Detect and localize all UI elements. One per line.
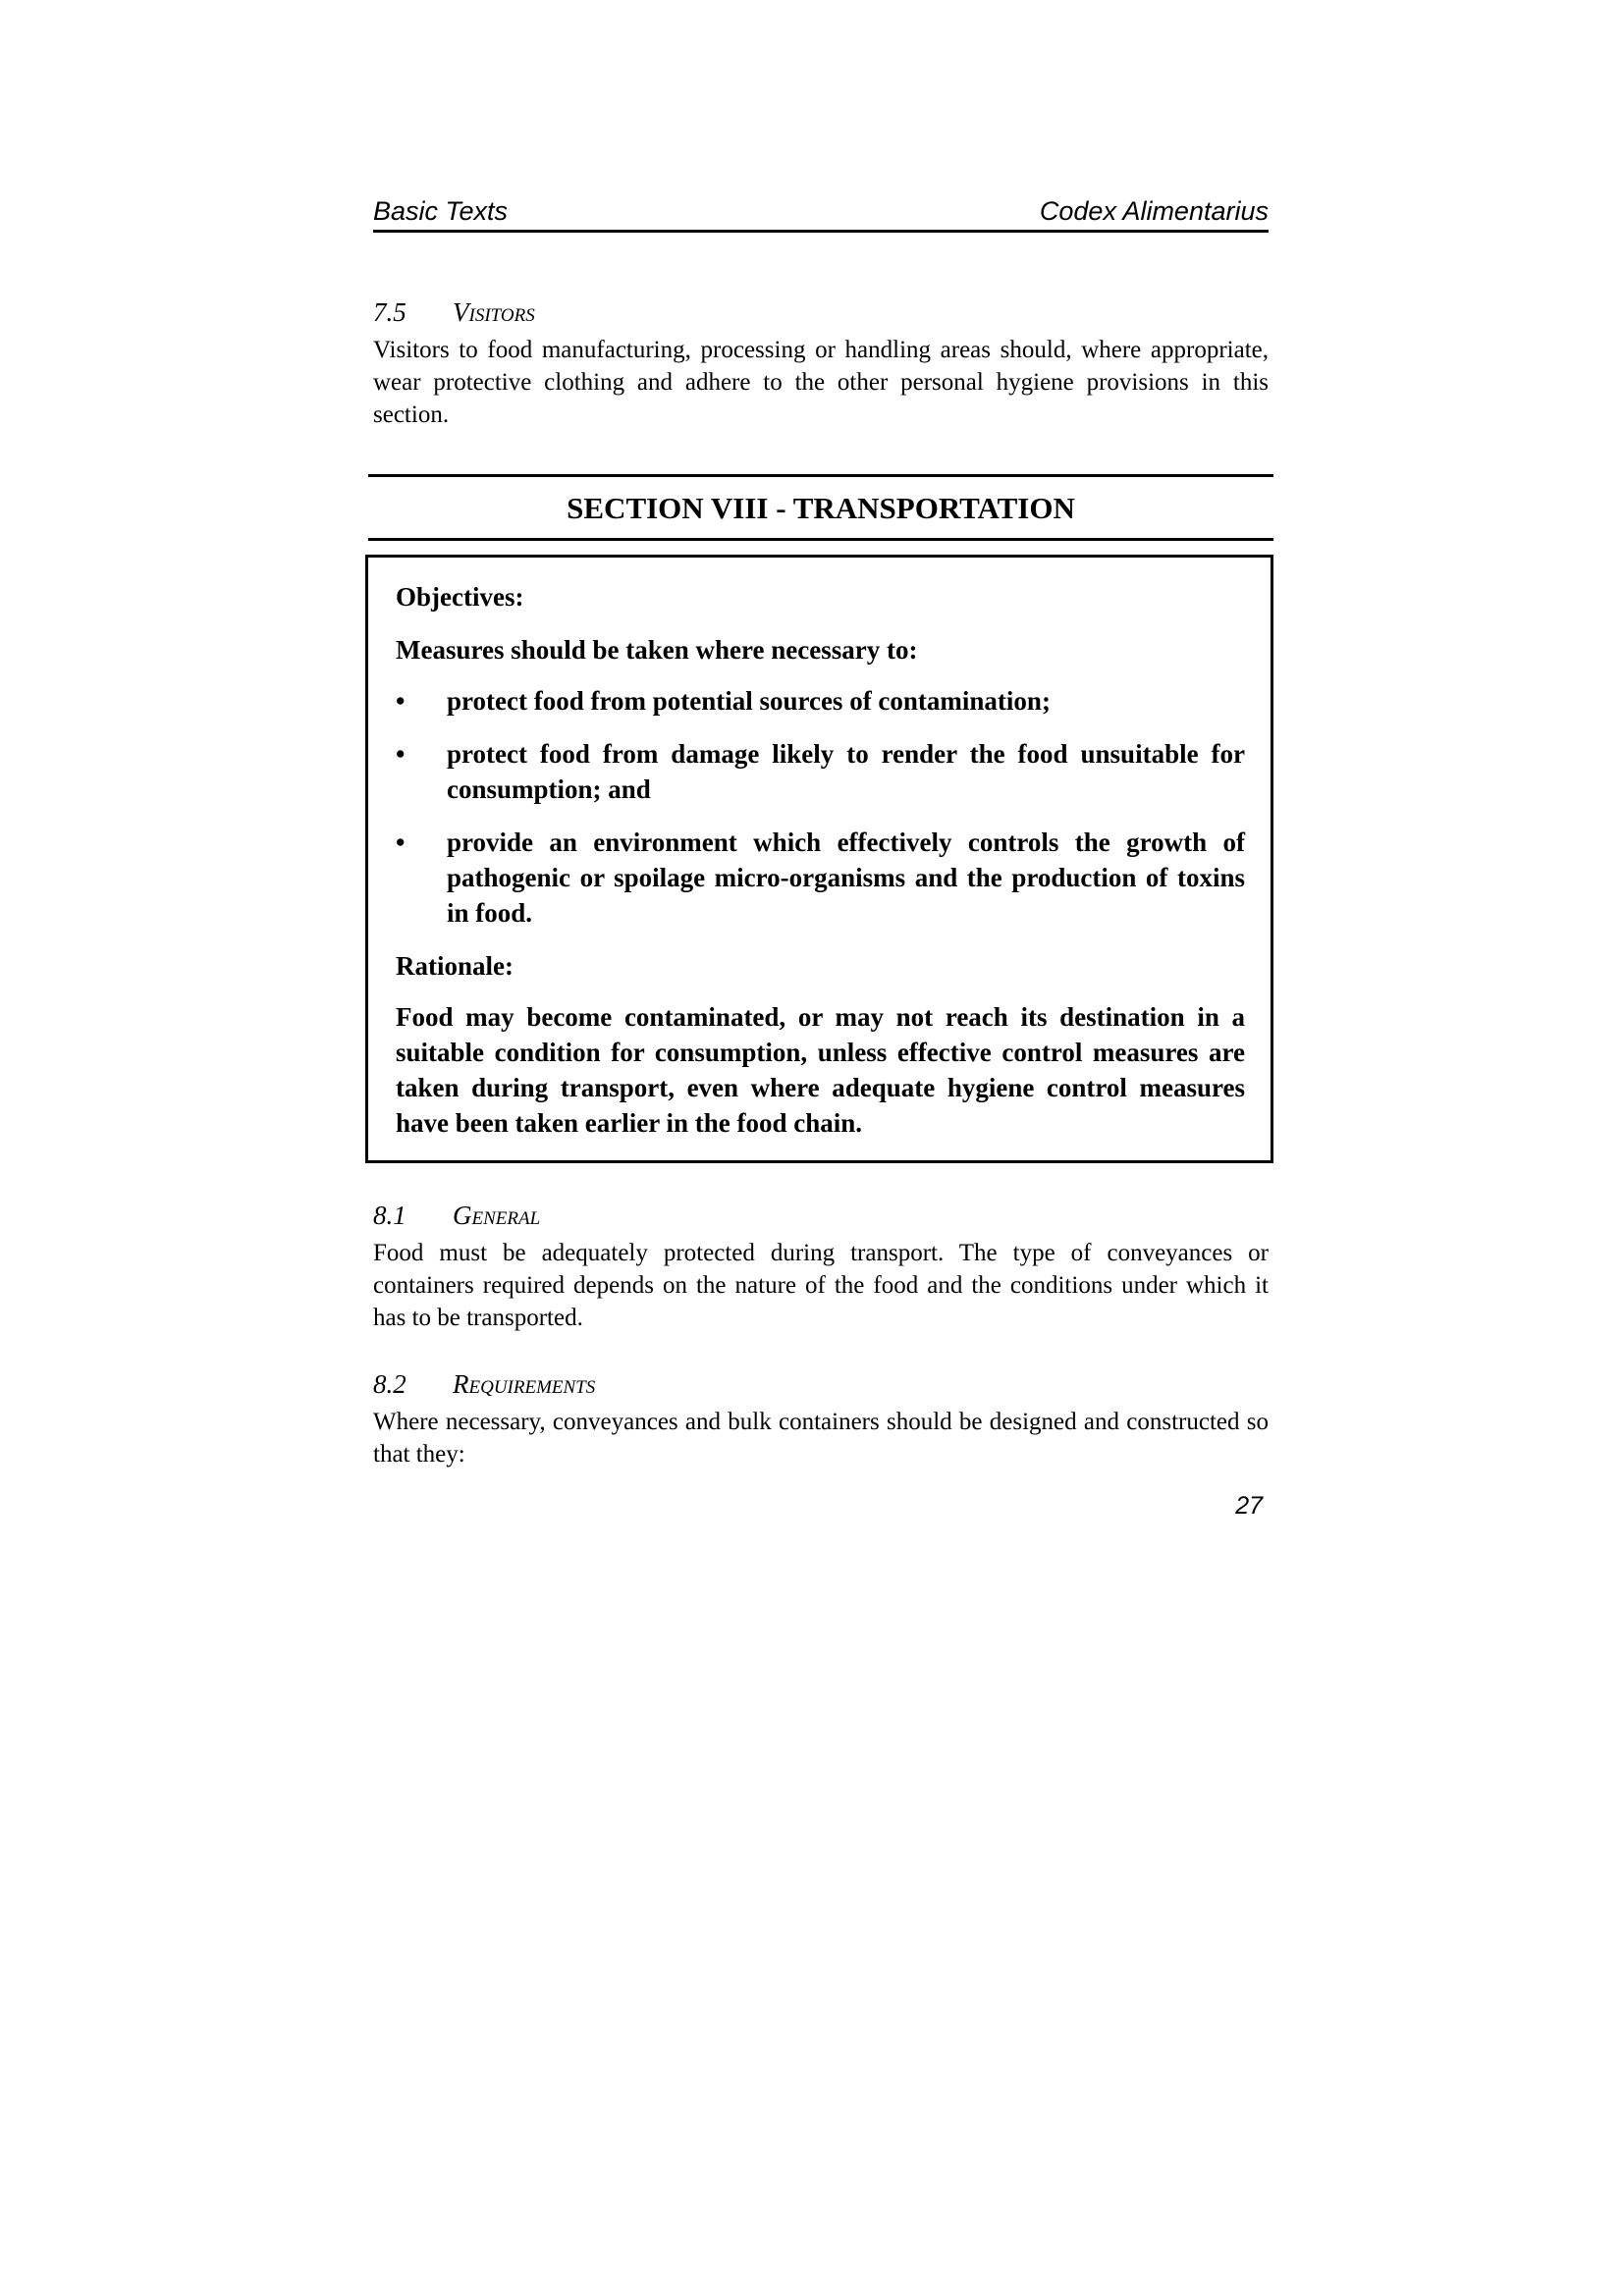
objectives-label: Objectives: [396,582,524,612]
requirements-title: Requirements [453,1369,596,1399]
section-title: SECTION VIII - TRANSPORTATION [368,474,1273,541]
header-left: Basic Texts [373,196,509,226]
visitors-paragraph: Visitors to food manufacturing, processing or handling areas should, where appropriate, wear protective clothing and adhere to the other personal hygiene provisions in this section. [373,337,1269,428]
rationale-text: Food may become contaminated, or may not reach its destination in a suitable condition for consumption, unless effective control measures are taken during transport, even where adequate hygiene control measures have been taken earlier in the food chain. [396,1002,1245,1138]
bullet-icon: • [396,739,406,769]
requirements-paragraph: Where necessary, conveyances and bulk containers should be designed and constructed so that they: [373,1409,1269,1468]
list-item [396,825,1245,931]
list-item [396,683,1245,719]
general-paragraph: Food must be adequately protected during transport. The type of conveyances or containers required depends on the nature of the food and the conditions under which it has to be transported. [373,1240,1269,1331]
bullet-text: protect food from potential sources of contamination; [447,686,1051,716]
requirements-heading [373,1369,1269,1400]
bullet-icon: • [396,828,406,857]
general-title: General [453,1201,541,1230]
requirements-number: 8.2 [373,1369,406,1399]
document-page [373,196,1269,1521]
general-number: 8.1 [373,1201,406,1230]
list-item [396,736,1245,807]
page-number: 27 [1235,1492,1263,1520]
bullet-icon: • [396,686,406,716]
rationale-label: Rationale: [396,951,514,981]
visitors-number: 7.5 [373,297,406,327]
bullet-text: provide an environment which effectively controls the growth of pathogenic or spoilage micro-organisms and the production of toxins in food. [447,828,1245,928]
objectives-lead: Measures should be taken where necessary to: [396,635,918,665]
visitors-title: Visitors [453,297,535,327]
visitors-heading [373,297,1269,328]
objectives-list [396,683,1245,931]
objectives-box [365,555,1273,1163]
running-header [373,196,1269,233]
general-heading [373,1201,1269,1231]
bullet-text: protect food from damage likely to render the food unsuitable for consumption; and [447,739,1245,804]
header-right: Codex Alimentarius [1039,196,1269,226]
